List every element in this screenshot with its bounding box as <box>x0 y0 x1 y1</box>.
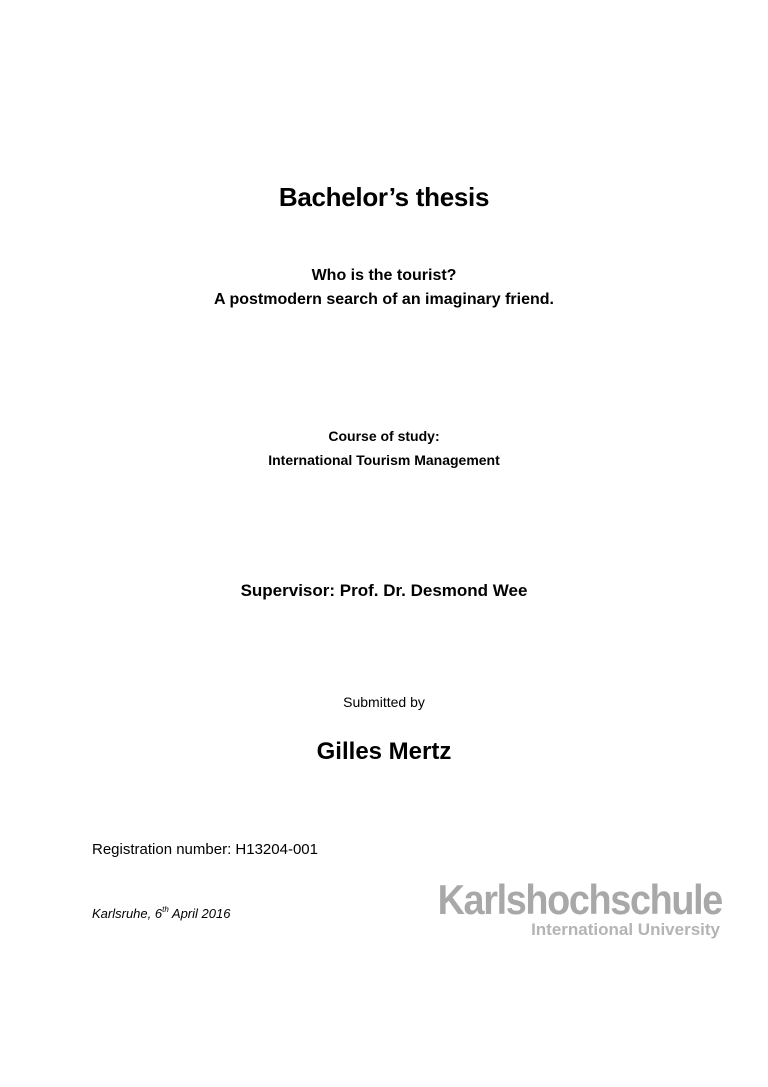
place-and-date <box>92 906 230 921</box>
course-label: Course of study: <box>328 428 440 444</box>
university-logo <box>430 876 722 946</box>
course-of-study <box>0 424 768 472</box>
supervisor: Supervisor: Prof. Dr. Desmond Wee <box>240 581 528 600</box>
registration-number: Registration number: H13204-001 <box>92 841 318 858</box>
course-name: International Tourism Management <box>268 452 500 468</box>
place-date-ordinal: th <box>162 905 169 914</box>
subtitle-line-1: Who is the tourist? <box>311 267 457 284</box>
submitted-by-label: Submitted by <box>343 694 425 710</box>
place-date-prefix: Karlsruhe, 6 <box>92 906 163 921</box>
subtitle-line-2: A postmodern search of an imaginary friend. <box>214 291 554 308</box>
place-date-suffix: April 2016 <box>168 906 231 921</box>
thesis-subtitle <box>0 264 768 312</box>
logo-wordmark: Karlshochschule <box>437 876 722 923</box>
author-name: Gilles Mertz <box>316 738 452 765</box>
document-title: Bachelor’s thesis <box>278 182 490 212</box>
logo-tagline: International University <box>531 920 720 939</box>
